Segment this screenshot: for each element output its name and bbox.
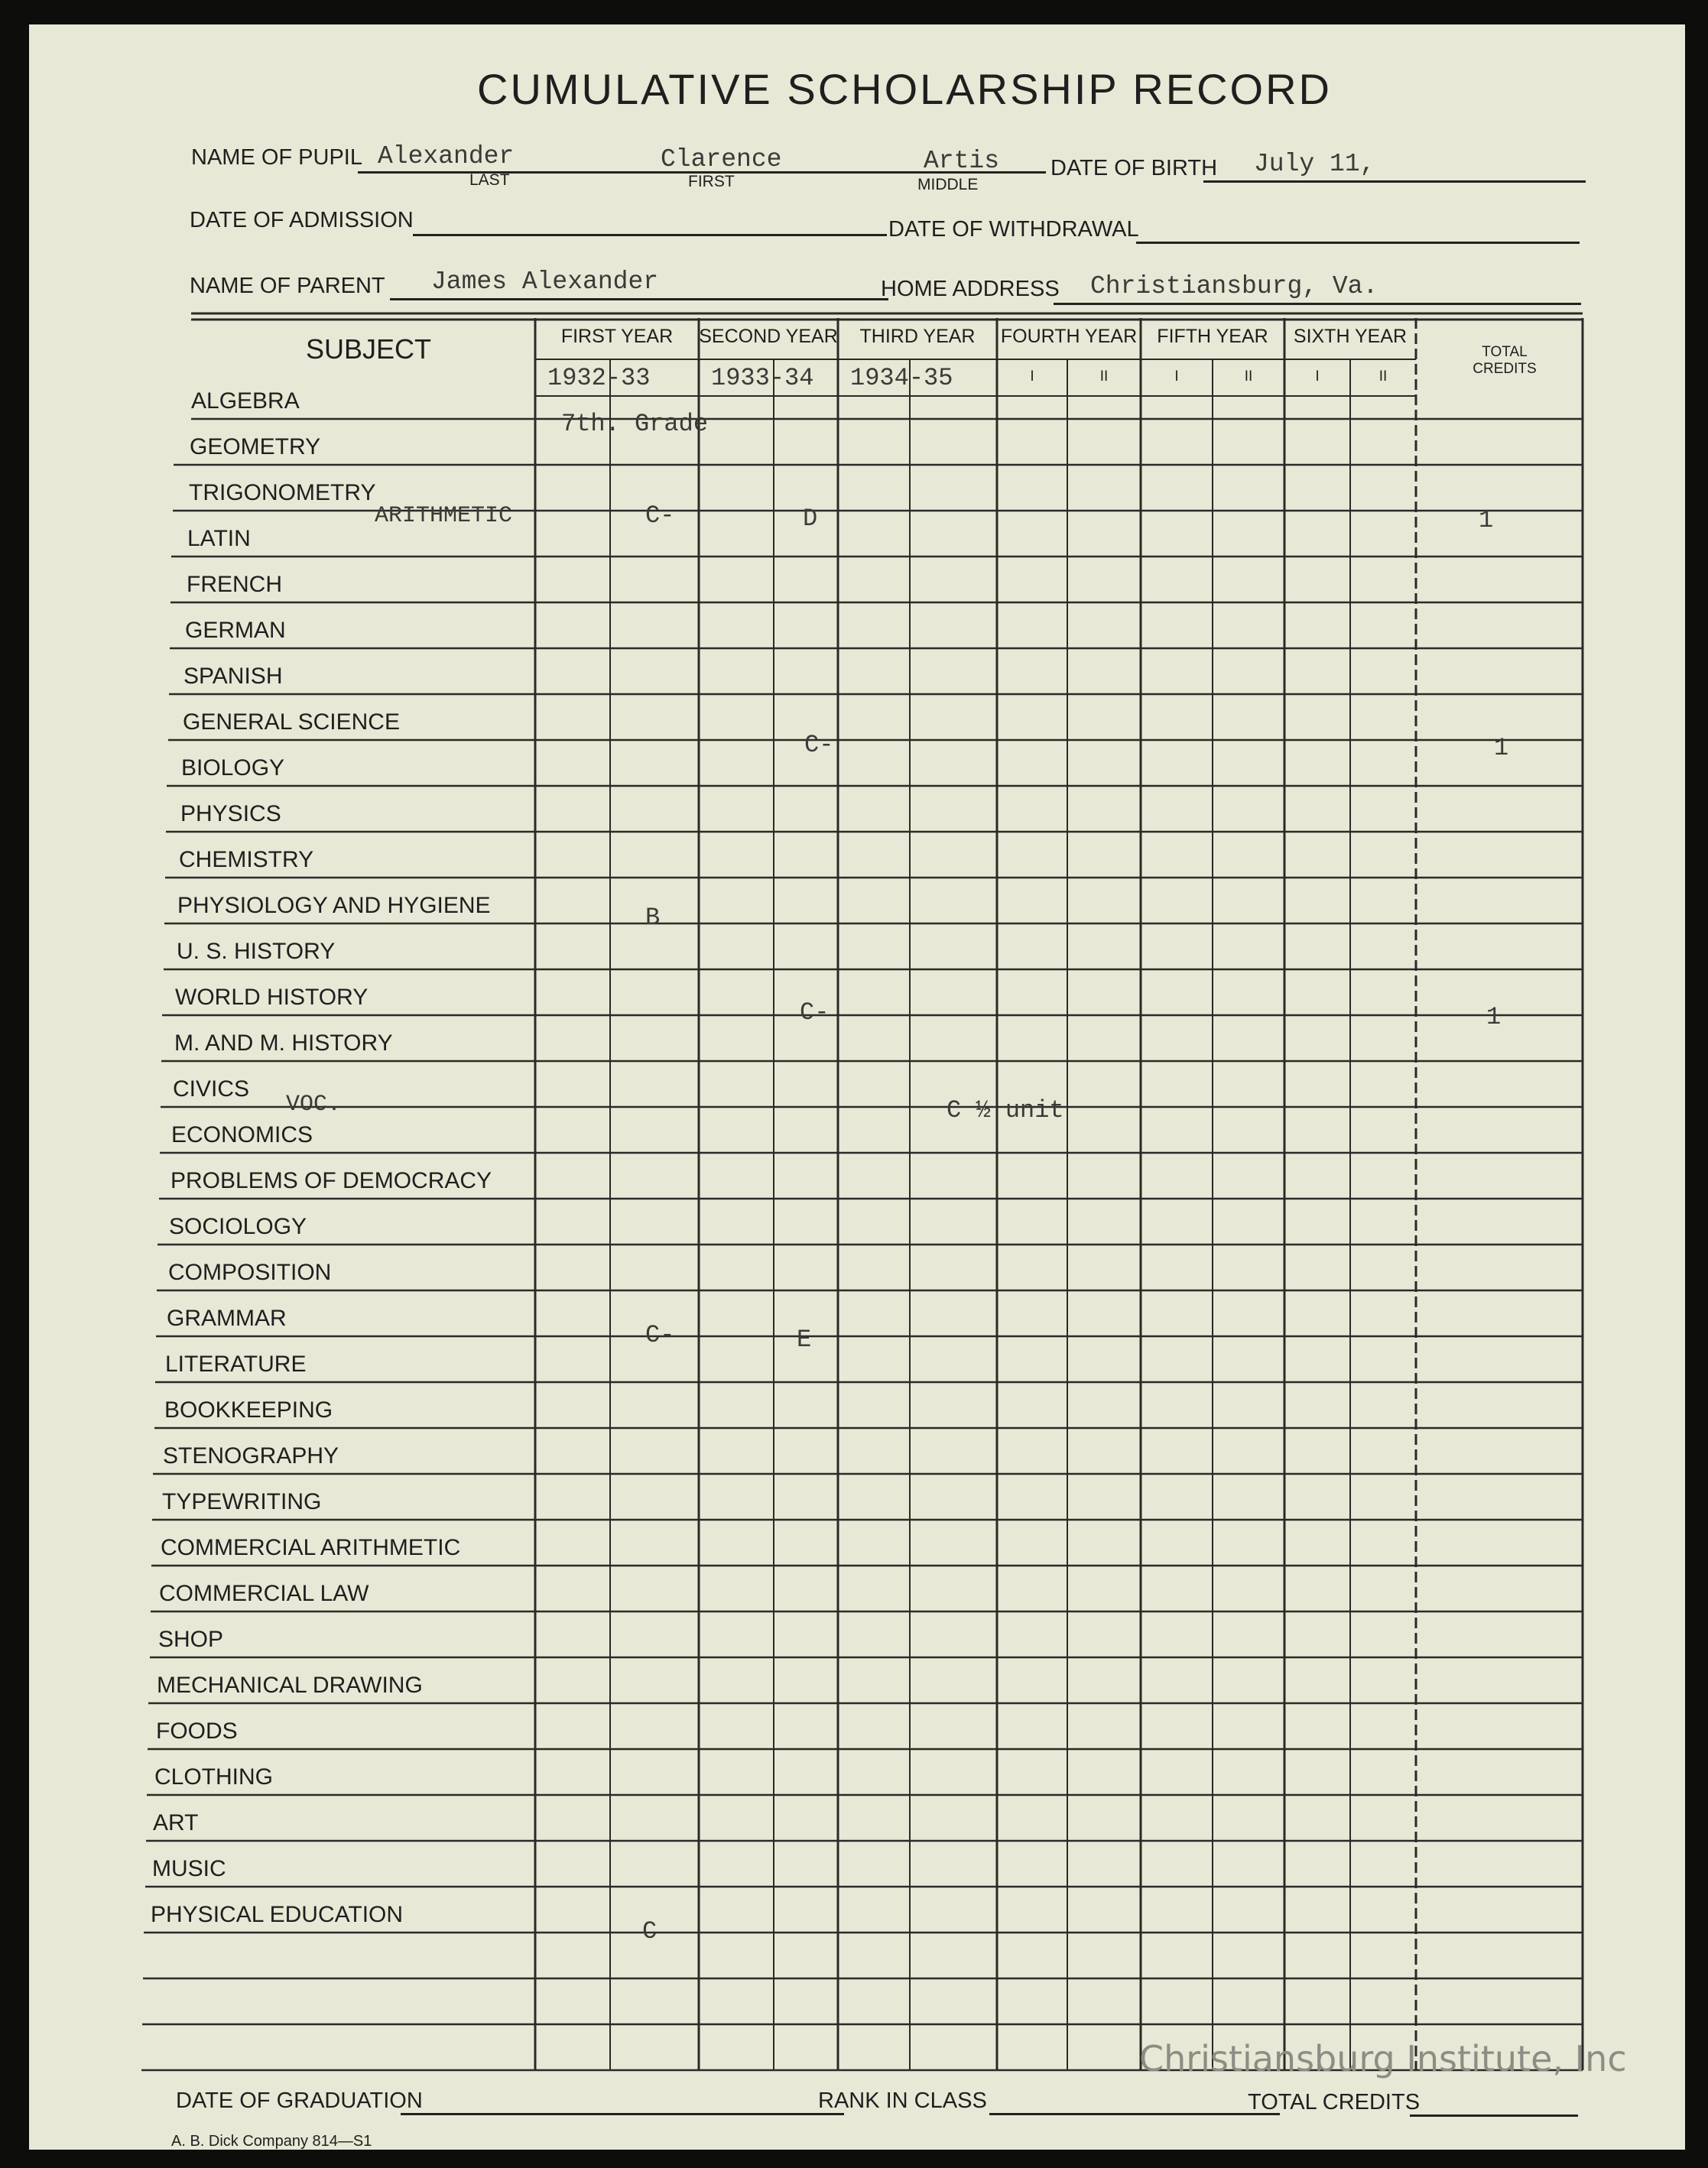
date-of-withdrawal-label: DATE OF WITHDRAWAL xyxy=(888,217,1139,242)
subject-label: PROBLEMS OF DEMOCRACY xyxy=(170,1168,492,1193)
subject-label: PHYSIOLOGY AND HYGIENE xyxy=(177,893,491,918)
subject-label: MUSIC xyxy=(152,1856,226,1881)
total-credits-label: TOTAL CREDITS xyxy=(1248,2090,1421,2114)
subject-label: BOOKKEEPING xyxy=(164,1397,333,1423)
record-sheet xyxy=(29,24,1685,2150)
printer-imprint: A. B. Dick Company 814—S1 xyxy=(171,2133,372,2150)
subject-label: PHYSICS xyxy=(180,801,281,826)
subject-label: MECHANICAL DRAWING xyxy=(157,1673,423,1698)
year-header: FIRST YEAR xyxy=(560,326,674,347)
grade-physical-education-y1: C xyxy=(642,1917,658,1946)
subject-label: FRENCH xyxy=(187,572,282,597)
subject-label: ALGEBRA xyxy=(191,388,300,414)
subject-label: SPANISH xyxy=(183,664,283,689)
subject-label: TYPEWRITING xyxy=(162,1489,322,1514)
home-address-value: Christiansburg, Va. xyxy=(1090,272,1378,300)
subject-label: CLOTHING xyxy=(154,1764,274,1790)
subject-label: SOCIOLOGY xyxy=(169,1214,307,1239)
graduation-rule xyxy=(401,2113,844,2115)
name-of-parent-label: NAME OF PARENT xyxy=(190,274,385,298)
credit-arithmetic: 1 xyxy=(1479,506,1494,534)
pupil-middle-name: Artis xyxy=(924,147,1000,175)
subject-label: CIVICS xyxy=(173,1076,250,1102)
semester-mark: II xyxy=(1378,368,1388,385)
year-header: THIRD YEAR xyxy=(859,326,976,347)
grade-general-science-y2: C- xyxy=(804,731,834,759)
subject-label: TRIGONOMETRY xyxy=(189,480,376,505)
semester-mark: II xyxy=(1244,368,1253,385)
credit-general-science: 1 xyxy=(1494,734,1509,762)
subject-label: WORLD HISTORY xyxy=(175,985,369,1010)
subject-label: FOODS xyxy=(156,1718,238,1744)
grade-arithmetic-y2: D xyxy=(803,505,818,533)
name-of-parent-value: James Alexander xyxy=(431,268,659,296)
subject-label: M. AND M. HISTORY xyxy=(174,1030,393,1056)
school-year: 1932-33 xyxy=(547,364,651,392)
arithmetic-overlay: ARITHMETIC xyxy=(375,503,513,529)
year-header: SIXTH YEAR xyxy=(1293,326,1408,347)
subject-label: GEOMETRY xyxy=(190,434,321,459)
grade-grammar-y1: C- xyxy=(645,1321,675,1349)
home-address-label: HOME ADDRESS xyxy=(881,277,1060,301)
semester-mark: II xyxy=(1099,368,1109,385)
subject-label: GENERAL SCIENCE xyxy=(183,709,400,735)
page-title: CUMULATIVE SCHOLARSHIP RECORD xyxy=(477,65,1332,113)
credit-world-history: 1 xyxy=(1486,1003,1502,1031)
school-year: 1933-34 xyxy=(711,364,814,392)
semester-mark: I xyxy=(1315,368,1320,385)
rank-in-class-label: RANK IN CLASS xyxy=(818,2088,987,2113)
last-caption: LAST xyxy=(469,171,510,189)
total-credits-header: TOTAL CREDITS xyxy=(1473,344,1537,377)
semester-mark: I xyxy=(1174,368,1179,385)
date-of-birth-label: DATE OF BIRTH xyxy=(1050,156,1218,180)
subject-label: BIOLOGY xyxy=(181,755,285,781)
subject-label: LITERATURE xyxy=(165,1352,307,1377)
middle-caption: MIDDLE xyxy=(917,176,979,193)
date-of-admission-label: DATE OF ADMISSION xyxy=(190,208,414,232)
subject-label: COMMERCIAL LAW xyxy=(159,1581,369,1606)
rank-rule xyxy=(989,2113,1280,2115)
grade-world-history-y2: C- xyxy=(800,998,830,1027)
subject-label: LATIN xyxy=(187,526,251,551)
subject-label: ART xyxy=(153,1810,199,1835)
grade-grammar-y2: E xyxy=(797,1326,812,1354)
subject-label: CHEMISTRY xyxy=(179,847,314,872)
year-header: SECOND YEAR xyxy=(699,326,838,347)
civics-voc-overlay: VOC. xyxy=(286,1092,342,1118)
pupil-last-name: Alexander xyxy=(378,142,515,170)
subject-label: COMMERCIAL ARITHMETIC xyxy=(161,1535,461,1560)
year-header: FOURTH YEAR xyxy=(1000,326,1138,347)
name-of-pupil-label: NAME OF PUPIL xyxy=(191,145,362,170)
total-credits-rule xyxy=(1410,2114,1578,2117)
subject-label: PHYSICAL EDUCATION xyxy=(151,1902,404,1927)
subject-label: GERMAN xyxy=(185,618,286,643)
school-year: 1934-35 xyxy=(850,364,953,392)
subject-header: SUBJECT xyxy=(306,333,432,365)
first-caption: FIRST xyxy=(688,173,735,190)
archive-watermark: Christiansburg Institute, Inc xyxy=(1139,2038,1627,2079)
subject-label: U. S. HISTORY xyxy=(177,939,336,964)
subject-label: ECONOMICS xyxy=(171,1122,313,1147)
pupil-first-name: Clarence xyxy=(661,145,782,174)
grade-civics-y3: C ½ unit xyxy=(947,1096,1064,1125)
date-of-graduation-label: DATE OF GRADUATION xyxy=(176,2088,423,2113)
grade-arithmetic-y1: C- xyxy=(645,501,675,530)
subject-label: STENOGRAPHY xyxy=(163,1443,339,1469)
semester-mark: I xyxy=(1030,368,1034,385)
grade-physiology-y1: B xyxy=(645,904,661,932)
subject-label: COMPOSITION xyxy=(168,1260,332,1285)
subject-label: SHOP xyxy=(158,1627,224,1652)
date-of-birth-value: July 11, xyxy=(1254,150,1375,178)
subject-label: GRAMMAR xyxy=(167,1306,287,1331)
note-7th-grade: 7th. Grade xyxy=(561,410,709,438)
year-header: FIFTH YEAR xyxy=(1157,326,1268,347)
